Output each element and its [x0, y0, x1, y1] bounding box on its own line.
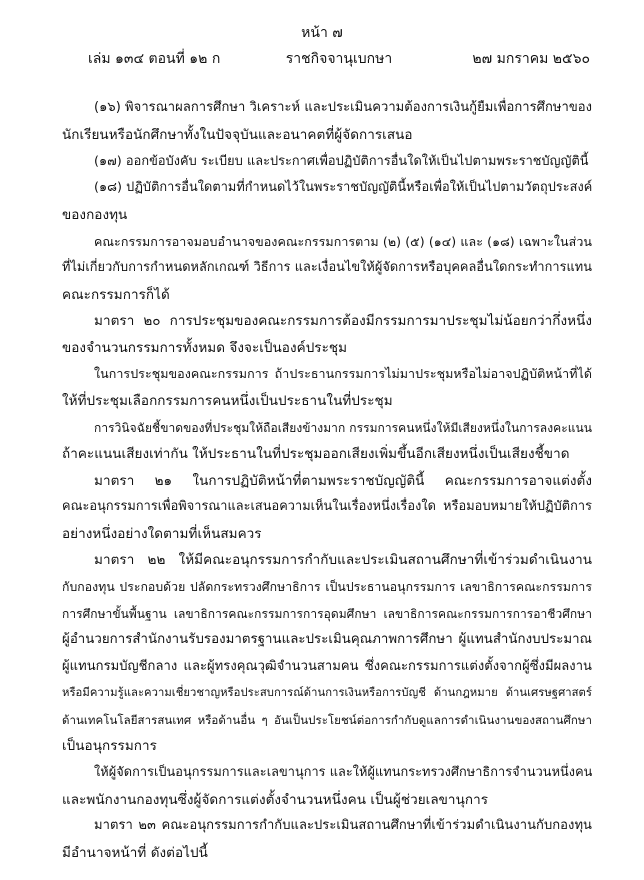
- text-line: (๑๖) พิจารณาผลการศึกษา วิเคราะห์ และประเมินความต้องการเงินกู้ยืมเพื่อการศึกษาของ: [94, 100, 593, 115]
- section-22-heading: มาตรา ๒๒ ให้มีคณะอนุกรรมการกำกับและประเมินสถานศึกษาที่เข้าร่วมดำเนินงาน: [94, 552, 592, 568]
- text-line: ให้ที่ประชุมเลือกกรรมการคนหนึ่งเป็นประธานในที่ประชุม: [62, 393, 393, 409]
- text-line: การวินิจฉัยชี้ขาดของที่ประชุมให้ถือเสียงข้างมาก กรรมการคนหนึ่งให้มีเสียงหนึ่งในการลงคะแนน: [94, 421, 592, 435]
- section-21-heading: มาตรา ๒๑ ในการปฏิบัติหน้าที่ตามพระราชบัญญัตินี้ คณะกรรมการอาจแต่งตั้ง: [94, 473, 592, 489]
- page-header: [88, 48, 590, 68]
- text-line: กับกองทุน ประกอบด้วย ปลัดกระทรวงศึกษาธิการ เป็นประธานอนุกรรมการ เลขาธิการคณะกรรมการ: [62, 580, 592, 594]
- publication-date: ๒๗ มกราคม ๒๕๖๐: [472, 51, 590, 67]
- text-line: หรือมีความรู้และความเชี่ยวชาญหรือประสบการณ์ด้านการเงินหรือการบัญชี ด้านกฎหมาย ด้านเศรษฐศาสตร์: [62, 686, 592, 699]
- text-line: คณะอนุกรรมการเพื่อพิจารณาและเสนอความเห็นในเรื่องหนึ่งเรื่องใด หรือมอบหมายให้ปฏิบัติการ: [62, 499, 592, 514]
- text-line: ที่ไม่เกี่ยวกับการกำหนดหลักเกณฑ์ วิธีการ และเงื่อนไขให้ผู้จัดการหรือบุคคลอื่นใดกระทำการแทน: [62, 260, 592, 275]
- publication-name: ราชกิจจานุเบกษา: [285, 51, 393, 67]
- text-line: ด้านเทคโนโลยีสารสนเทศ หรือด้านอื่น ๆ อันเป็นประโยชน์ต่อการกำกับดูแลการดำเนินงานของสถานศึกษา: [62, 713, 592, 727]
- text-line: คณะกรรมการก็ได้: [62, 287, 170, 303]
- section-23-heading: มาตรา ๒๓ คณะอนุกรรมการกำกับและประเมินสถานศึกษาที่เข้าร่วมดำเนินงานกับกองทุน: [94, 818, 592, 833]
- text-line: ในการประชุมของคณะกรรมการ ถ้าประธานกรรมการไม่มาประชุมหรือไม่อาจปฏิบัติหน้าที่ได้: [94, 366, 592, 381]
- text-line: และพนักงานกองทุนซึ่งผู้จัดการแต่งตั้งจำนวนหนึ่งคน เป็นผู้ช่วยเลขานุการ: [62, 792, 488, 808]
- text-line: ของจำนวนกรรมการทั้งหมด จึงจะเป็นองค์ประชุม: [62, 340, 348, 356]
- text-line: อย่างหนึ่งอย่างใดตามที่เห็นสมควร: [62, 526, 262, 542]
- text-line: การศึกษาขั้นพื้นฐาน เลขาธิการคณะกรรมการการอุดมศึกษา เลขาธิการคณะกรรมการการอาชีวศึกษา: [62, 607, 592, 621]
- text-line: (๑๗) ออกข้อบังคับ ระเบียบ และประกาศเพื่อปฏิบัติการอื่นใดให้เป็นไปตามพระราชบัญญัตินี้: [94, 154, 589, 169]
- text-line: เป็นอนุกรรมการ: [62, 738, 157, 754]
- text-line: มีอำนาจหน้าที่ ดังต่อไปนี้: [62, 845, 208, 861]
- text-line: ถ้าคะแนนเสียงเท่ากัน ให้ประธานในที่ประชุมออกเสียงเพิ่มขึ้นอีกเสียงหนึ่งเป็นเสียงชี้ขาด: [62, 446, 570, 462]
- text-line: ผู้อำนวยการสำนักงานรับรองมาตรฐานและประเมินคุณภาพการศึกษา ผู้แทนสำนักงบประมาณ: [62, 632, 592, 647]
- text-line: นักเรียนหรือนักศึกษาทั้งในปัจจุบันและอนาคตที่ผู้จัดการเสนอ: [62, 127, 413, 143]
- section-20-heading: มาตรา ๒๐ การประชุมของคณะกรรมการต้องมีกรรมการมาประชุมไม่น้อยกว่ากึ่งหนึ่ง: [94, 313, 592, 329]
- volume-issue: เล่ม ๑๓๔ ตอนที่ ๑๒ ก: [88, 51, 221, 67]
- text-line: คณะกรรมการอาจมอบอำนาจของคณะกรรมการตาม (๒) (๕) (๑๔) และ (๑๘) เฉพาะในส่วน: [94, 234, 592, 249]
- text-line: ให้ผู้จัดการเป็นอนุกรรมการและเลขานุการ และให้ผู้แทนกระทรวงศึกษาธิการจำนวนหนึ่งคน: [94, 765, 593, 780]
- text-line: ของกองทุน: [62, 207, 128, 223]
- text-line: ผู้แทนกรมบัญชีกลาง และผู้ทรงคุณวุฒิจำนวนสามคน ซึ่งคณะกรรมการแต่งตั้งจากผู้ซึ่งมีผลงาน: [62, 659, 592, 674]
- page-number: หน้า ๗: [301, 25, 343, 41]
- text-line: (๑๘) ปฏิบัติการอื่นใดตามที่กำหนดไว้ในพระราชบัญญัตินี้หรือเพื่อให้เป็นไปตามวัตถุประสงค์: [94, 180, 593, 195]
